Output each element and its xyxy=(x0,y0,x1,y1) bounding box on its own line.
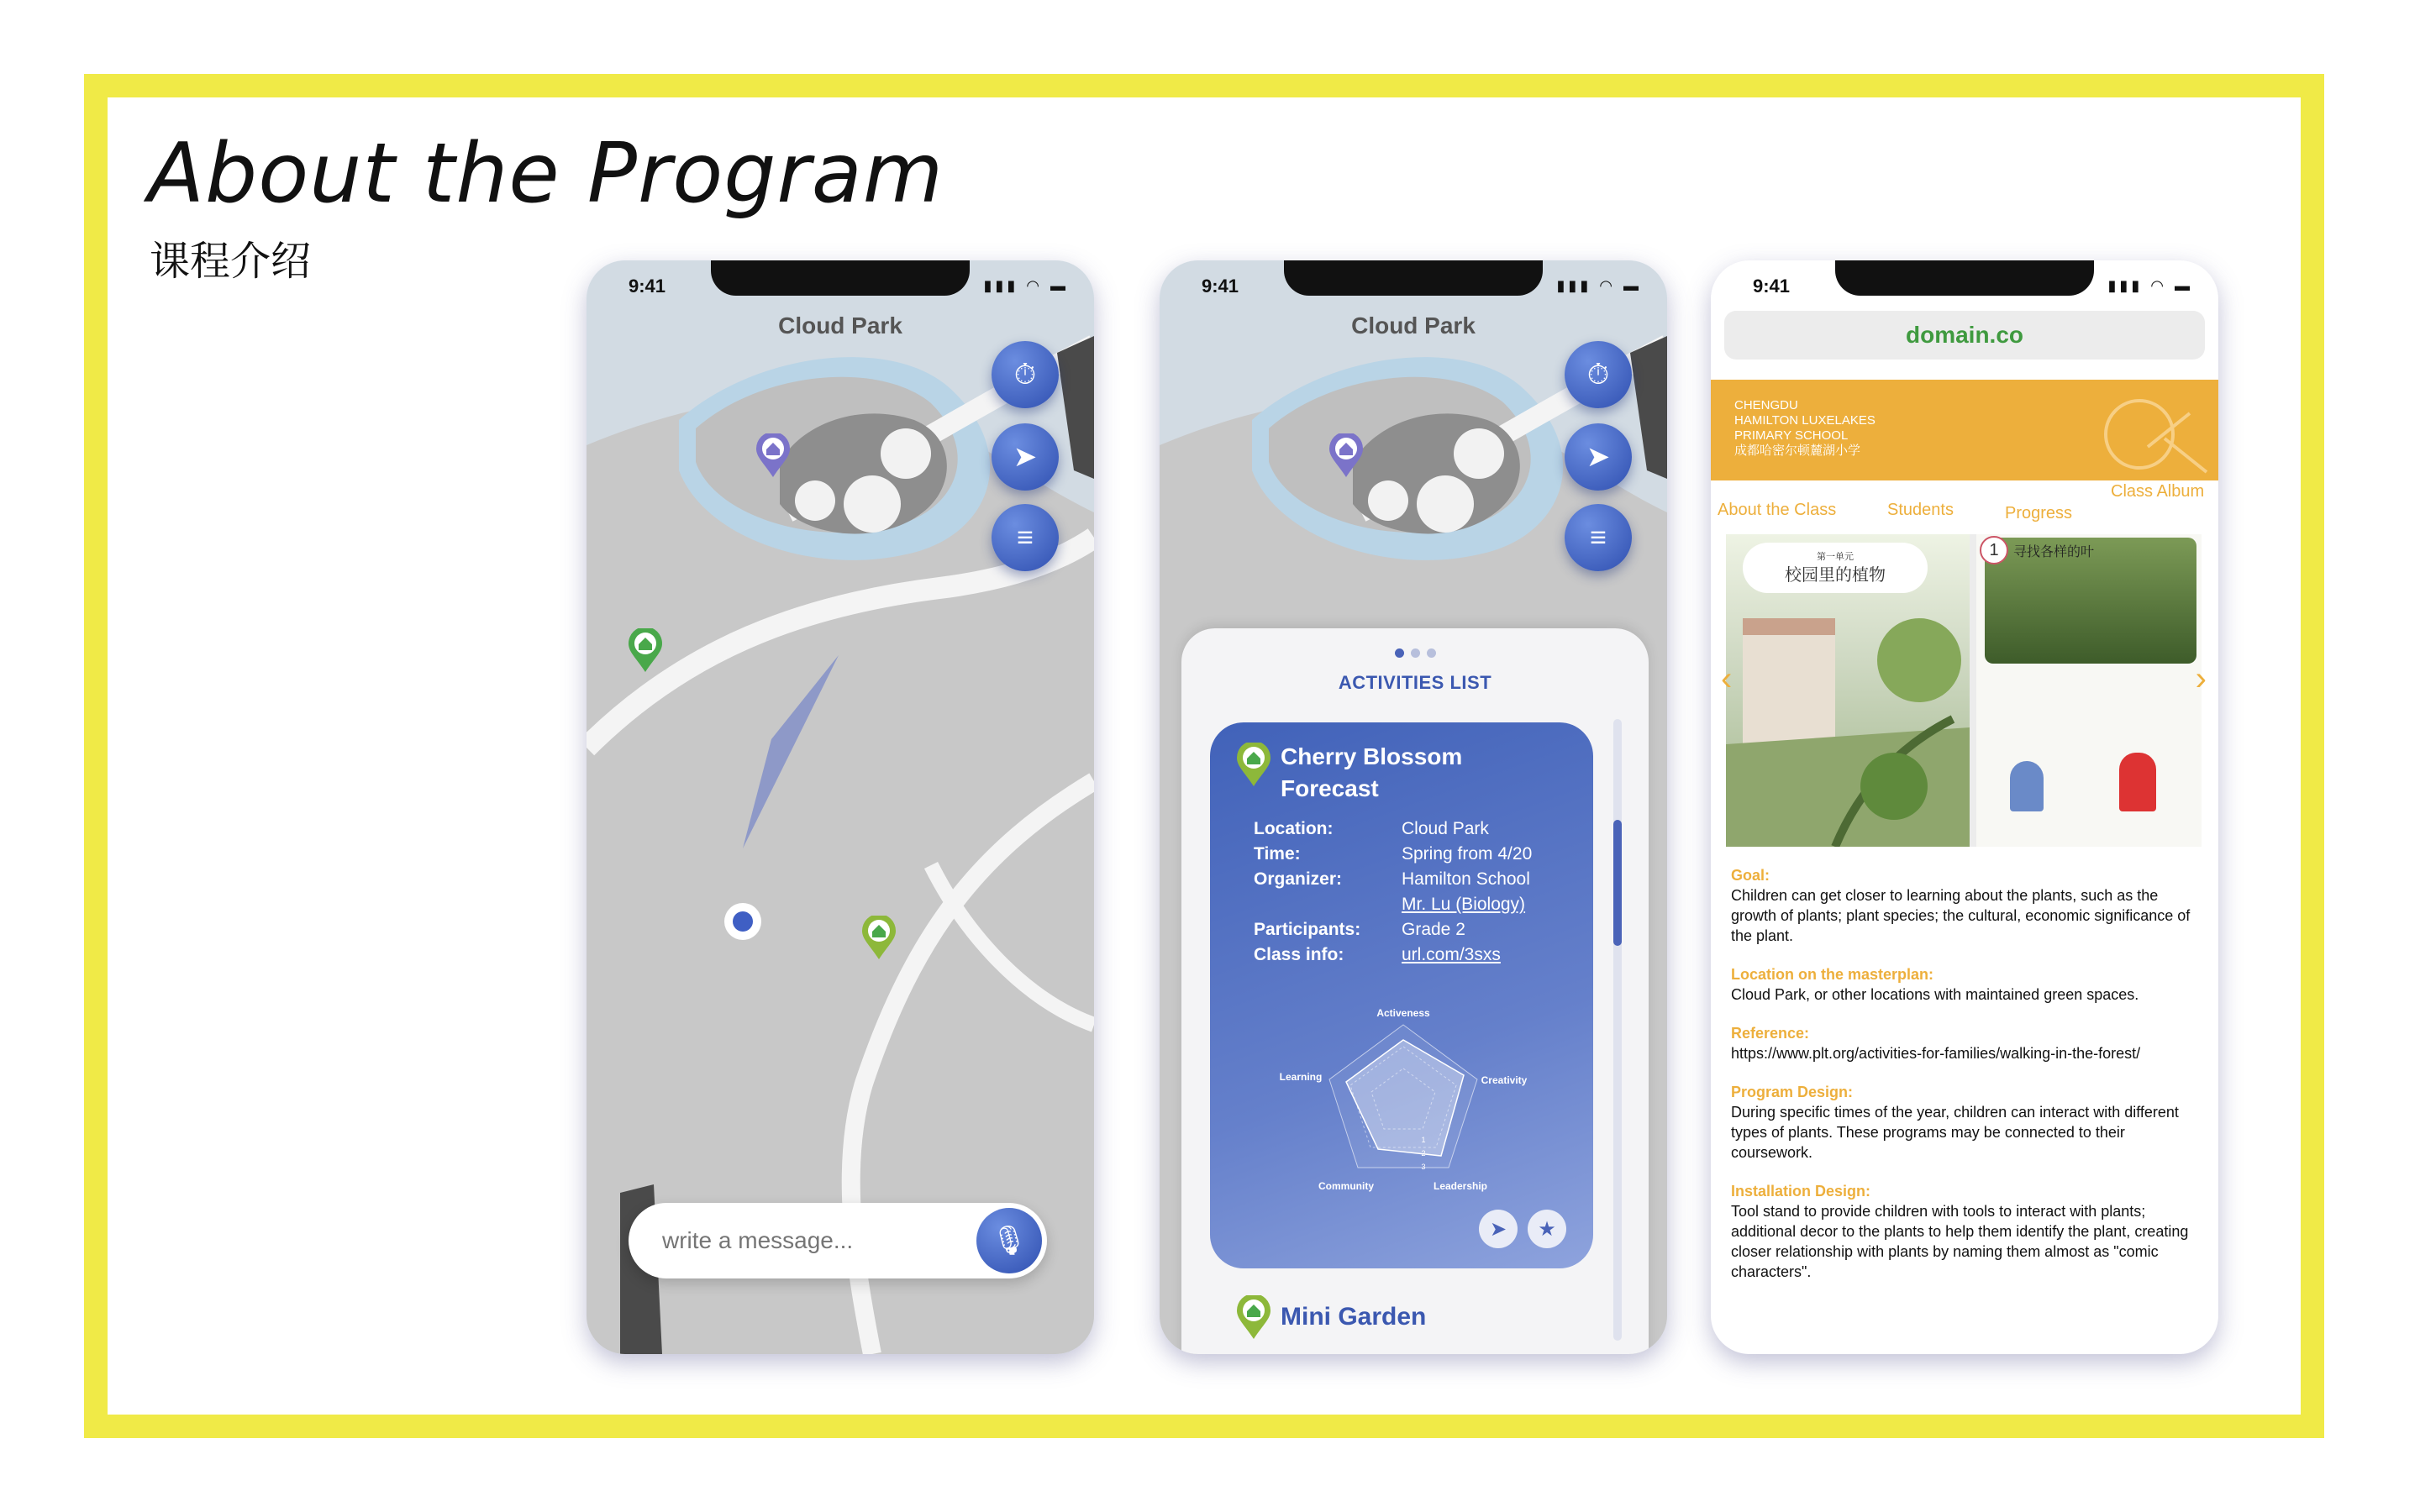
menu-button[interactable] xyxy=(1565,504,1632,571)
class-tabs xyxy=(1711,482,2218,539)
banner-line: CHENGDU xyxy=(1734,398,1798,412)
star-icon: ★ xyxy=(1538,1217,1556,1241)
section-heading: Program Design: xyxy=(1731,1084,1854,1100)
signal-icon: ▮▮▮ xyxy=(983,277,1019,294)
map-pin-green-icon[interactable] xyxy=(627,628,664,674)
page-title: About the Program xyxy=(148,126,944,222)
navigate-button[interactable] xyxy=(1565,423,1632,491)
section-body: Cloud Park, or other locations with maintained green spaces. xyxy=(1731,986,2139,1003)
signal-icon: ▮▮▮ xyxy=(1556,277,1592,294)
radar-tick: 2 xyxy=(1421,1149,1426,1158)
detail-row: Organizer: Hamilton School xyxy=(1254,869,1530,889)
activities-sheet[interactable] xyxy=(1181,628,1649,1354)
carousel-next-icon[interactable]: › xyxy=(2195,660,2207,697)
battery-icon: ▬ xyxy=(1623,277,1642,294)
map-pin-purple-icon[interactable] xyxy=(755,433,792,479)
battery-icon: ▬ xyxy=(1050,277,1069,294)
carousel-prev-icon[interactable]: ‹ xyxy=(1721,660,1733,697)
list-icon: ≡ xyxy=(1590,521,1607,554)
section-heading: Reference: xyxy=(1731,1025,1810,1042)
detail-row: Time: Spring from 4/20 xyxy=(1254,844,1533,864)
wifi-icon: ◠ xyxy=(1026,277,1043,294)
map-pin-green-icon xyxy=(1235,743,1272,788)
reference-link[interactable]: https://www.plt.org/activities-for-families/walking-in-the-forest/ xyxy=(1731,1045,2141,1062)
favorite-button[interactable] xyxy=(1528,1210,1566,1248)
radar-label: Learning xyxy=(1279,1071,1323,1083)
textbook-right-page: 1 寻找各样的叶 xyxy=(1976,534,2202,847)
radar-tick: 1 xyxy=(1421,1136,1426,1144)
textbook-bubble: 第一单元 校园里的植物 xyxy=(1743,543,1928,593)
textbook-left-page xyxy=(1726,534,1970,847)
wifi-icon: ◠ xyxy=(1599,277,1616,294)
address-bar[interactable]: domain.co xyxy=(1724,311,2205,360)
radar-label: Community xyxy=(1318,1180,1374,1192)
list-item-label: Mini Garden xyxy=(1281,1303,1427,1331)
status-icons xyxy=(984,277,1069,295)
section-heading: Location on the masterplan: xyxy=(1731,966,1934,983)
section-body: Children can get closer to learning about the plants, such as the growth of plants; plant species; the cultural, economic significance of the plant. xyxy=(1731,887,2191,944)
phone-notch xyxy=(711,260,970,296)
banner-line: HAMILTON LUXELAKES xyxy=(1734,413,1876,428)
detail-row[interactable] xyxy=(1254,892,1532,917)
message-bar xyxy=(629,1203,1047,1278)
section-heading: Goal: xyxy=(1731,867,1770,884)
school-banner xyxy=(1711,380,2218,480)
detail-row: Participants: Grade 2 xyxy=(1254,920,1465,939)
map-pin-green-icon xyxy=(1235,1295,1272,1341)
radar-label: Activeness xyxy=(1376,1007,1430,1019)
school-logo-icon xyxy=(2089,388,2215,480)
mic-button[interactable] xyxy=(976,1208,1042,1273)
sheet-title: ACTIVITIES LIST xyxy=(1338,672,1492,693)
status-time: 9:41 xyxy=(1753,276,1791,297)
detail-row[interactable]: Class info: url.com/3sxs xyxy=(1254,942,1532,968)
menu-button[interactable] xyxy=(992,504,1059,571)
section-body: Tool stand to provide children with tools to interact with plants; additional decor to the plants to help them identify the plant, creating closer relationship with plants by naming them almost as "comic characters". xyxy=(1731,1203,2189,1280)
tab-students[interactable]: Students xyxy=(1887,501,1954,519)
activity-details xyxy=(1254,816,1532,968)
skills-radar-chart xyxy=(1252,991,1555,1210)
timer-button[interactable] xyxy=(1565,341,1632,408)
navigation-arrow-icon: ➤ xyxy=(1013,441,1038,473)
map-pin-purple-icon[interactable] xyxy=(1328,433,1365,479)
detail-row: Location: Cloud Park xyxy=(1254,819,1489,838)
navigation-arrow-icon: ➤ xyxy=(1586,441,1611,473)
radar-label: Creativity xyxy=(1481,1074,1528,1086)
sheet-scrollbar[interactable] xyxy=(1613,719,1622,1341)
status-icons xyxy=(2108,277,2193,295)
message-input[interactable] xyxy=(662,1221,956,1260)
phone-class-page xyxy=(1711,260,2218,1354)
section-heading: Installation Design: xyxy=(1731,1183,1871,1200)
banner-line: 成都哈密尔顿麓湖小学 xyxy=(1734,444,1861,458)
timer-button[interactable] xyxy=(992,341,1059,408)
phone-activities-screen xyxy=(1160,260,1667,1354)
status-time: 9:41 xyxy=(629,276,666,297)
scroll-thumb[interactable] xyxy=(1613,820,1622,946)
app-title: Cloud Park xyxy=(778,312,902,339)
signal-icon: ▮▮▮ xyxy=(2107,277,2144,294)
tab-about-the-class[interactable]: About the Class xyxy=(1718,501,1837,519)
stopwatch-icon: ⏱ xyxy=(1586,358,1610,391)
status-icons xyxy=(1557,277,1642,295)
status-time: 9:41 xyxy=(1202,276,1239,297)
class-info-link: url.com/3sxs xyxy=(1402,945,1501,964)
list-item[interactable] xyxy=(1210,1292,1593,1342)
battery-icon: ▬ xyxy=(2175,277,2193,294)
phone-notch xyxy=(1284,260,1543,296)
organizer-link: Mr. Lu (Biology) xyxy=(1402,895,1526,914)
page-subtitle: 课程介绍 xyxy=(150,238,312,285)
phone-map-screen xyxy=(587,260,1094,1354)
navigate-to-button[interactable] xyxy=(1479,1210,1518,1248)
page-dots[interactable] xyxy=(1181,647,1649,662)
tab-progress[interactable]: Progress xyxy=(2005,504,2073,522)
activity-title: Cherry Blossom Forecast xyxy=(1281,743,1463,801)
stopwatch-icon: ⏱ xyxy=(1013,358,1037,391)
radar-tick: 3 xyxy=(1421,1163,1426,1171)
list-icon: ≡ xyxy=(1017,521,1034,554)
map-pin-green-icon[interactable] xyxy=(860,916,897,961)
section-body: During specific times of the year, children can interact with different types of plants. These programs may be connected to their coursework. xyxy=(1731,1104,2179,1161)
wifi-icon: ◠ xyxy=(2150,277,2167,294)
microphone-icon: 🎙 xyxy=(991,1225,1028,1257)
radar-label: Leadership xyxy=(1433,1180,1488,1192)
tab-class-album[interactable]: Class Album xyxy=(2111,482,2205,501)
activity-card[interactable] xyxy=(1210,722,1593,1268)
navigation-arrow-icon: ➤ xyxy=(1489,1217,1507,1241)
phone-notch xyxy=(1835,260,2094,296)
app-title: Cloud Park xyxy=(1351,312,1476,339)
banner-line: PRIMARY SCHOOL xyxy=(1734,428,1849,443)
program-info xyxy=(1731,865,2202,1282)
textbook-image xyxy=(1721,534,2207,847)
navigate-button[interactable] xyxy=(992,423,1059,491)
